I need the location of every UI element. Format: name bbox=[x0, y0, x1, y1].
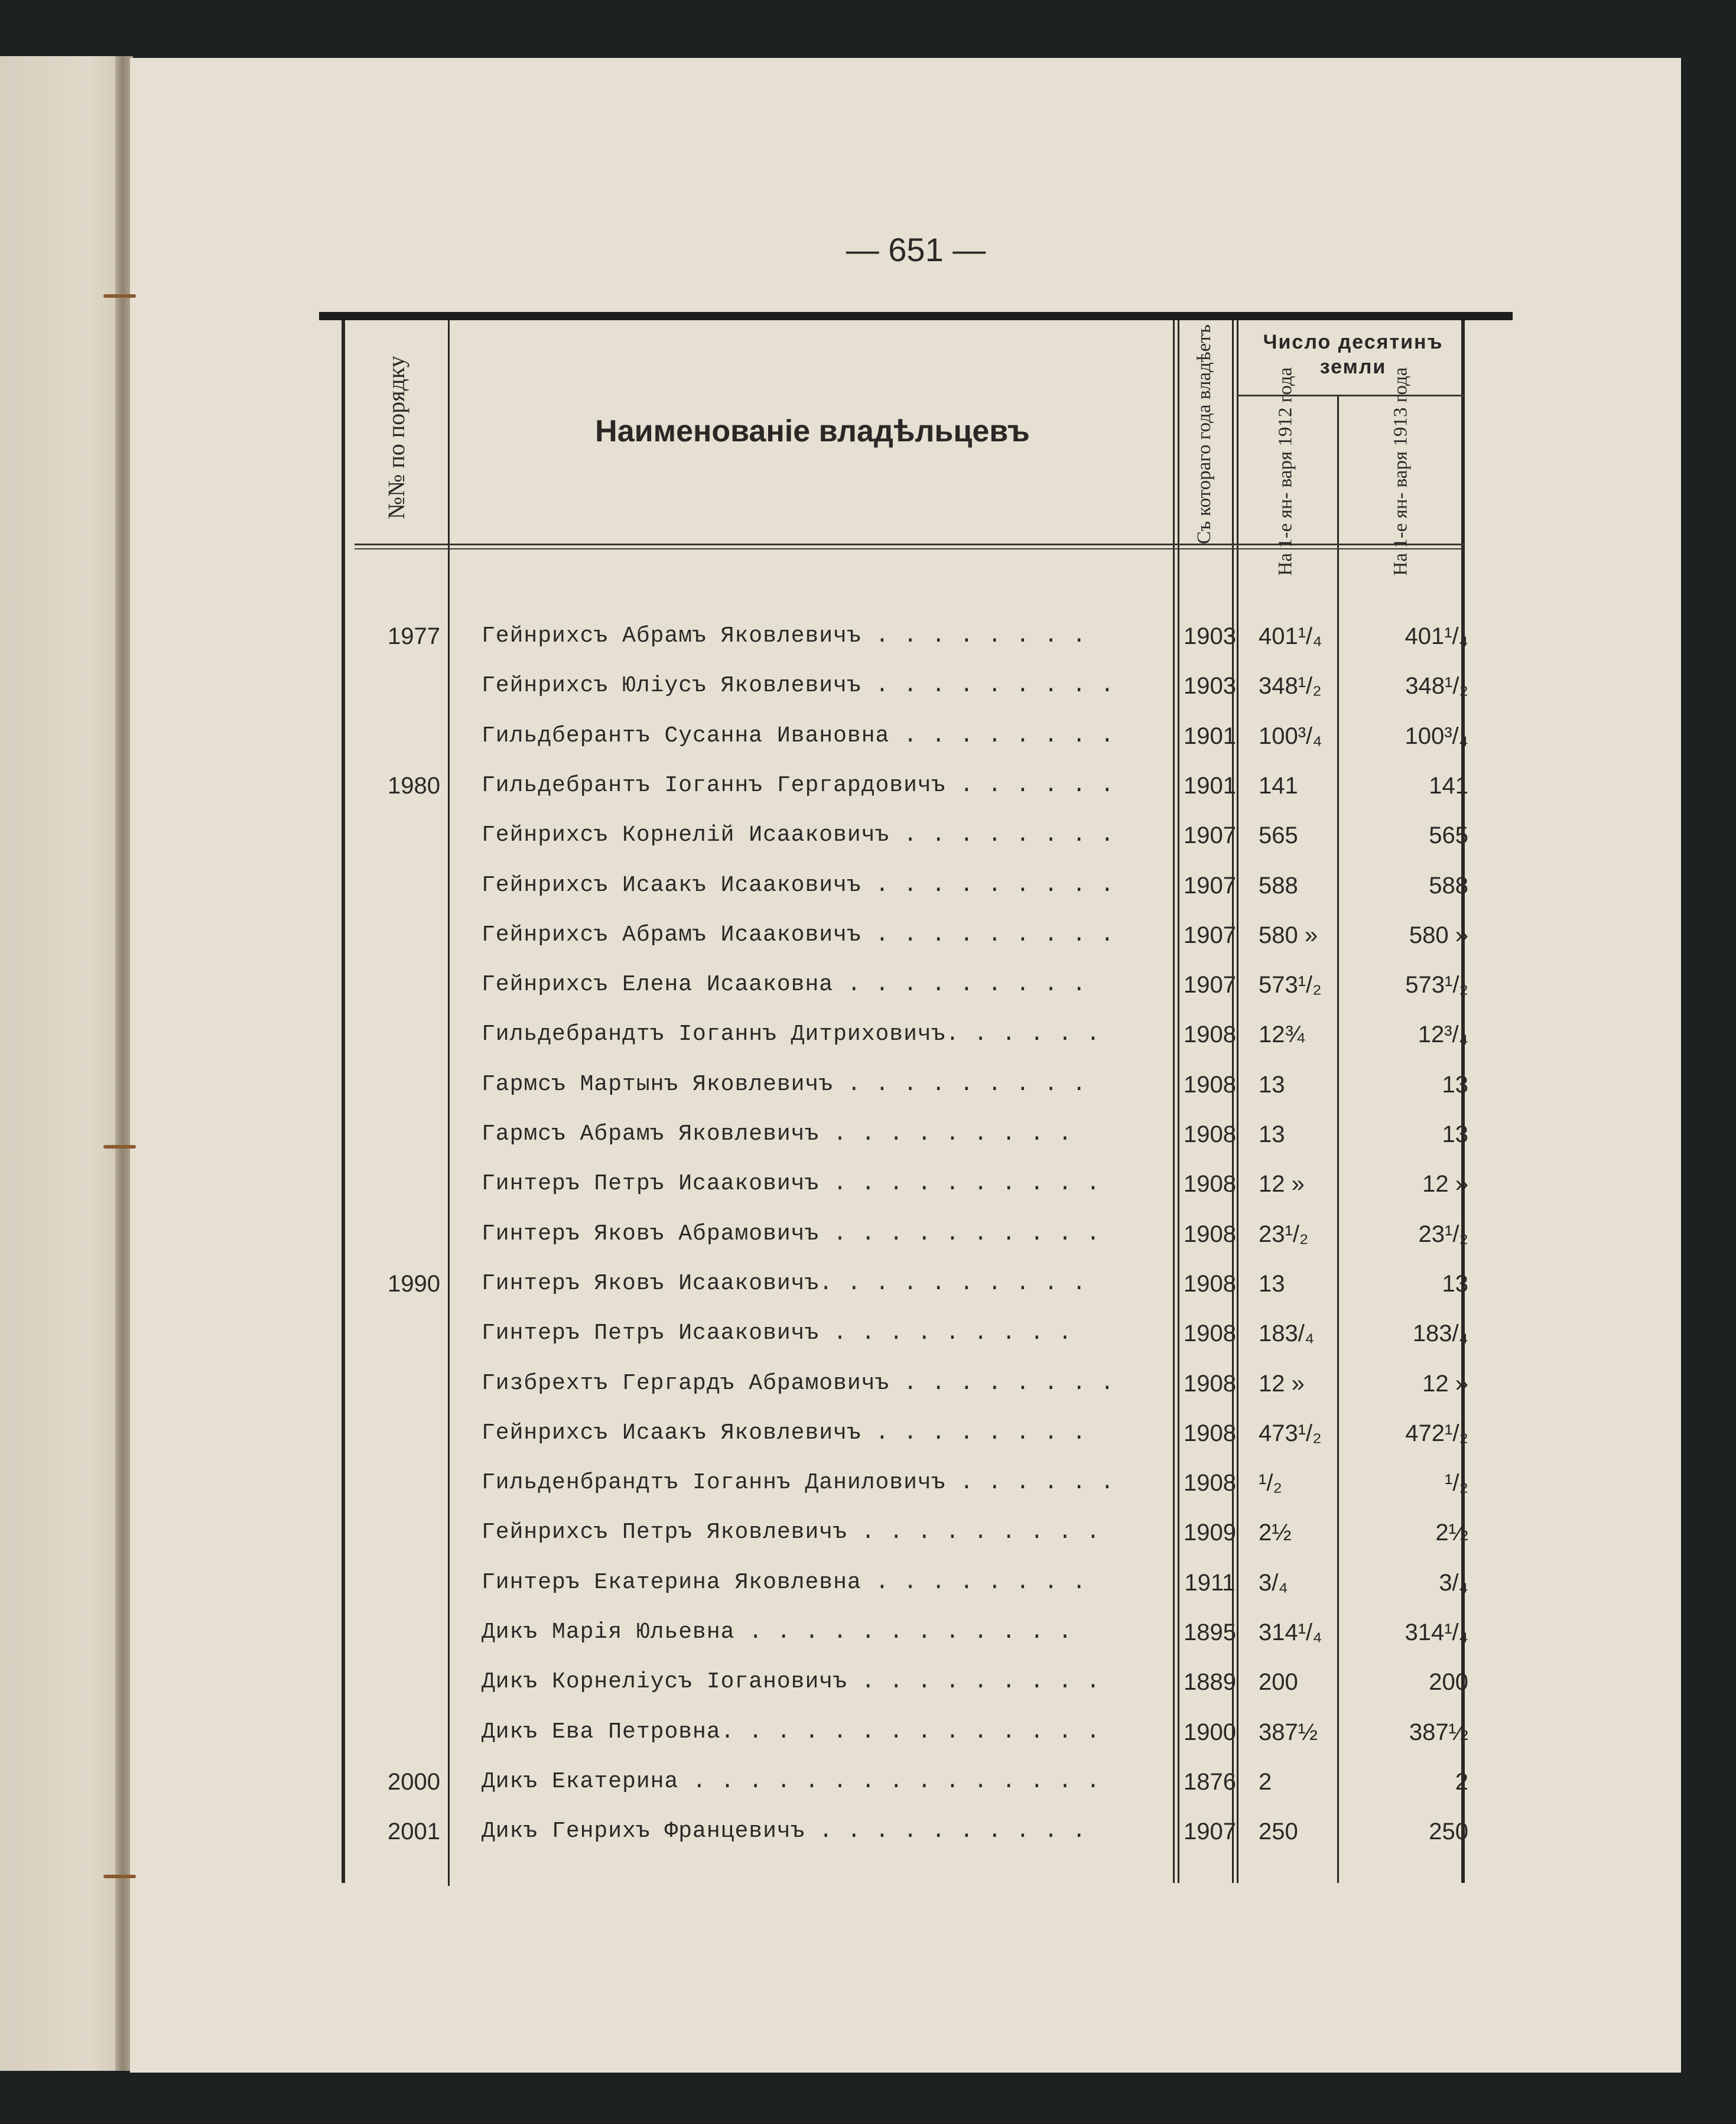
since-year: 1908 bbox=[1184, 1420, 1236, 1446]
area-1913: 12 » bbox=[1422, 1171, 1468, 1197]
table-row bbox=[349, 861, 1471, 910]
owner-name: Гейнрихсъ Петръ Яковлевичъ . . . . . . . . . bbox=[482, 1520, 1101, 1545]
area-1913: 200 bbox=[1429, 1669, 1468, 1695]
since-year: 1903 bbox=[1184, 673, 1236, 699]
since-year: 1908 bbox=[1184, 1271, 1236, 1297]
table-row bbox=[349, 1110, 1471, 1159]
area-1913: 12 » bbox=[1422, 1371, 1468, 1397]
area-1912: 588 bbox=[1259, 873, 1298, 899]
area-1913: 100³/₄ bbox=[1405, 723, 1468, 749]
owner-name: Гильденбрандтъ Іоганнъ Даниловичъ . . . . . . bbox=[482, 1470, 1115, 1495]
owner-name: Дикъ Екатерина . . . . . . . . . . . . . . . bbox=[482, 1769, 1101, 1794]
row-number: 1990 bbox=[388, 1271, 440, 1297]
header-number: №№ по порядку bbox=[382, 355, 409, 519]
owner-name: Дикъ Ева Петровна. . . . . . . . . . . . . . bbox=[482, 1719, 1101, 1745]
area-1913: 2½ bbox=[1435, 1520, 1468, 1546]
table-row bbox=[349, 910, 1471, 960]
owner-name: Гинтеръ Екатерина Яковлевна . . . . . . . . bbox=[482, 1570, 1087, 1595]
binding-thread-mark bbox=[103, 1875, 136, 1878]
since-year: 1908 bbox=[1184, 1470, 1236, 1496]
table-row bbox=[349, 1508, 1471, 1557]
since-year: 1908 bbox=[1184, 1371, 1236, 1397]
area-1912: ¹/₂ bbox=[1259, 1470, 1282, 1496]
table-top-rule bbox=[319, 312, 1513, 320]
area-1912: 12 » bbox=[1259, 1371, 1305, 1397]
since-year: 1895 bbox=[1184, 1619, 1236, 1645]
owner-name: Гильдебрантъ Іоганнъ Гергардовичъ . . . . . . bbox=[482, 773, 1115, 798]
owner-name: Гейнрихсъ Корнелій Исааковичъ . . . . . . . . bbox=[482, 822, 1115, 848]
area-1912: 3/₄ bbox=[1259, 1570, 1288, 1596]
owner-name: Гейнрихсъ Исаакъ Исааковичъ . . . . . . . . . bbox=[482, 873, 1115, 898]
table-row bbox=[349, 1060, 1471, 1110]
table-row bbox=[349, 1657, 1471, 1707]
table-row bbox=[349, 1558, 1471, 1608]
area-1913: 3/₄ bbox=[1439, 1570, 1468, 1596]
since-year: 1908 bbox=[1184, 1072, 1236, 1098]
area-1912: 141 bbox=[1259, 773, 1298, 799]
owner-name: Гейнрихсъ Абрамъ Исааковичъ . . . . . . . . . bbox=[482, 922, 1115, 948]
table-row bbox=[349, 761, 1471, 811]
area-1912: 13 bbox=[1259, 1072, 1285, 1098]
row-number: 1977 bbox=[388, 623, 440, 649]
area-1913: 387½ bbox=[1409, 1719, 1468, 1745]
since-year: 1908 bbox=[1184, 1221, 1236, 1247]
area-1912: 23¹/₂ bbox=[1259, 1221, 1309, 1247]
header-bottom-rule bbox=[355, 548, 1464, 549]
area-1913: 13 bbox=[1442, 1072, 1468, 1098]
table-row bbox=[349, 711, 1471, 761]
area-1913: 23¹/₂ bbox=[1418, 1221, 1468, 1247]
since-year: 1907 bbox=[1184, 822, 1236, 848]
area-1913: 401¹/₄ bbox=[1405, 623, 1468, 649]
area-1913: 13 bbox=[1442, 1271, 1468, 1297]
area-1913: 314¹/₄ bbox=[1405, 1619, 1468, 1645]
table-row bbox=[349, 1707, 1471, 1757]
area-1913: 472¹/₂ bbox=[1405, 1420, 1468, 1446]
owner-name: Гизбрехтъ Гергардъ Абрамовичъ . . . . . . . . bbox=[482, 1371, 1115, 1396]
table-row bbox=[349, 811, 1471, 860]
owner-name: Гинтеръ Яковъ Абрамовичъ . . . . . . . . . . bbox=[482, 1221, 1101, 1247]
table-left-border bbox=[342, 320, 345, 1883]
owner-name: Гармсъ Абрамъ Яковлевичъ . . . . . . . . . bbox=[482, 1121, 1072, 1147]
area-1912: 580 » bbox=[1259, 922, 1318, 948]
owner-name: Дикъ Генрихъ Францевичъ . . . . . . . . . . bbox=[482, 1819, 1087, 1844]
header-bottom-rule bbox=[355, 544, 1464, 545]
area-1912: 573¹/₂ bbox=[1259, 972, 1322, 998]
area-1913: 588 bbox=[1429, 873, 1468, 899]
header-owner-name: Наименованіе владѣльцевъ bbox=[595, 414, 1030, 448]
table-row bbox=[349, 1807, 1471, 1856]
area-1912: 12 » bbox=[1259, 1171, 1305, 1197]
area-1913: 13 bbox=[1442, 1121, 1468, 1147]
area-1913: ¹/₂ bbox=[1445, 1470, 1468, 1496]
page-number: — 651 — bbox=[846, 231, 986, 268]
owner-name: Дикъ Корнеліусъ Іогановичъ . . . . . . . . . bbox=[482, 1669, 1101, 1694]
table-row bbox=[349, 661, 1471, 711]
header-since-year: Съ котораго года владѣетъ bbox=[1193, 324, 1215, 544]
since-year: 1908 bbox=[1184, 1171, 1236, 1197]
area-1912: 348¹/₂ bbox=[1259, 673, 1322, 699]
area-1912: 565 bbox=[1259, 822, 1298, 848]
since-year: 1903 bbox=[1184, 623, 1236, 649]
since-year: 1907 bbox=[1184, 972, 1236, 998]
area-1913: 348¹/₂ bbox=[1405, 673, 1468, 699]
area-1913: 250 bbox=[1429, 1819, 1468, 1845]
area-1912: 314¹/₄ bbox=[1259, 1619, 1322, 1645]
header-1912: На 1-е ян- варя 1912 года bbox=[1275, 367, 1296, 575]
area-1912: 250 bbox=[1259, 1819, 1298, 1845]
owner-name: Гейнрихсъ Юліусъ Яковлевичъ . . . . . . . . . bbox=[482, 673, 1115, 698]
area-1913: 183/₄ bbox=[1412, 1320, 1468, 1346]
owner-name: Гейнрихсъ Абрамъ Яковлевичъ . . . . . . . . bbox=[482, 623, 1087, 649]
binding-thread-mark bbox=[103, 294, 136, 298]
area-1913: 2 bbox=[1455, 1769, 1468, 1795]
row-number: 2000 bbox=[388, 1769, 440, 1795]
area-1913: 12³/₄ bbox=[1418, 1022, 1468, 1048]
table-row bbox=[349, 1259, 1471, 1309]
since-year: 1876 bbox=[1184, 1769, 1236, 1795]
table-row bbox=[349, 1757, 1471, 1807]
owner-name: Гинтеръ Петръ Исааковичъ . . . . . . . . . bbox=[482, 1320, 1072, 1346]
table-row bbox=[349, 611, 1471, 661]
area-1912: 473¹/₂ bbox=[1259, 1420, 1322, 1446]
area-1913: 580 » bbox=[1409, 922, 1468, 948]
since-year: 1907 bbox=[1184, 922, 1236, 948]
owner-name: Гармсъ Мартынъ Яковлевичъ . . . . . . . . . bbox=[482, 1072, 1087, 1097]
owner-name: Гейнрихсъ Исаакъ Яковлевичъ . . . . . . . . bbox=[482, 1420, 1087, 1446]
header-1913: На 1-е ян- варя 1913 года bbox=[1390, 367, 1411, 575]
since-year: 1911 bbox=[1184, 1570, 1236, 1596]
since-year: 1900 bbox=[1184, 1719, 1236, 1745]
header-land-area: Число десятинъ земли bbox=[1263, 331, 1444, 378]
area-1912: 183/₄ bbox=[1259, 1320, 1315, 1346]
row-number: 2001 bbox=[388, 1819, 440, 1845]
area-1912: 13 bbox=[1259, 1271, 1285, 1297]
owner-name: Гейнрихсъ Елена Исааковна . . . . . . . . . bbox=[482, 972, 1087, 997]
area-1912: 387½ bbox=[1259, 1719, 1318, 1745]
owner-name: Гильдебрандтъ Іоганнъ Дитриховичъ. . . . . . bbox=[482, 1022, 1101, 1047]
area-1913: 565 bbox=[1429, 822, 1468, 848]
owner-name: Гинтеръ Петръ Исааковичъ . . . . . . . . . . bbox=[482, 1171, 1101, 1196]
table-row bbox=[349, 1159, 1471, 1209]
area-1912: 200 bbox=[1259, 1669, 1298, 1695]
area-1912: 2½ bbox=[1259, 1520, 1292, 1546]
since-year: 1907 bbox=[1184, 873, 1236, 899]
since-year: 1889 bbox=[1184, 1669, 1236, 1695]
since-year: 1901 bbox=[1184, 773, 1236, 799]
since-year: 1908 bbox=[1184, 1022, 1236, 1048]
header-group-rule bbox=[1237, 395, 1464, 396]
table-row bbox=[349, 1608, 1471, 1657]
table-row bbox=[349, 1309, 1471, 1358]
area-1912: 13 bbox=[1259, 1121, 1285, 1147]
table-row bbox=[349, 1458, 1471, 1508]
since-year: 1909 bbox=[1184, 1520, 1236, 1546]
owner-name: Гинтеръ Яковъ Исааковичъ. . . . . . . . . . bbox=[482, 1271, 1087, 1296]
table-row bbox=[349, 1409, 1471, 1458]
row-number: 1980 bbox=[388, 773, 440, 799]
table-row bbox=[349, 1209, 1471, 1259]
since-year: 1908 bbox=[1184, 1320, 1236, 1346]
area-1912: 100³/₄ bbox=[1259, 723, 1322, 749]
area-1912: 12¾ bbox=[1259, 1022, 1305, 1048]
binding-thread-mark bbox=[103, 1145, 136, 1149]
table-row bbox=[349, 1359, 1471, 1409]
table-row bbox=[349, 1010, 1471, 1059]
since-year: 1901 bbox=[1184, 723, 1236, 749]
owner-name: Дикъ Марія Юльевна . . . . . . . . . . . . bbox=[482, 1619, 1072, 1645]
area-1913: 141 bbox=[1429, 773, 1468, 799]
area-1912: 401¹/₄ bbox=[1259, 623, 1322, 649]
area-1913: 573¹/₂ bbox=[1405, 972, 1468, 998]
since-year: 1908 bbox=[1184, 1121, 1236, 1147]
since-year: 1907 bbox=[1184, 1819, 1236, 1845]
left-page-edge bbox=[0, 56, 127, 2071]
owner-name: Гильдберантъ Сусанна Ивановна . . . . . . . . bbox=[482, 723, 1115, 749]
area-1912: 2 bbox=[1259, 1769, 1272, 1795]
table-row bbox=[349, 960, 1471, 1010]
